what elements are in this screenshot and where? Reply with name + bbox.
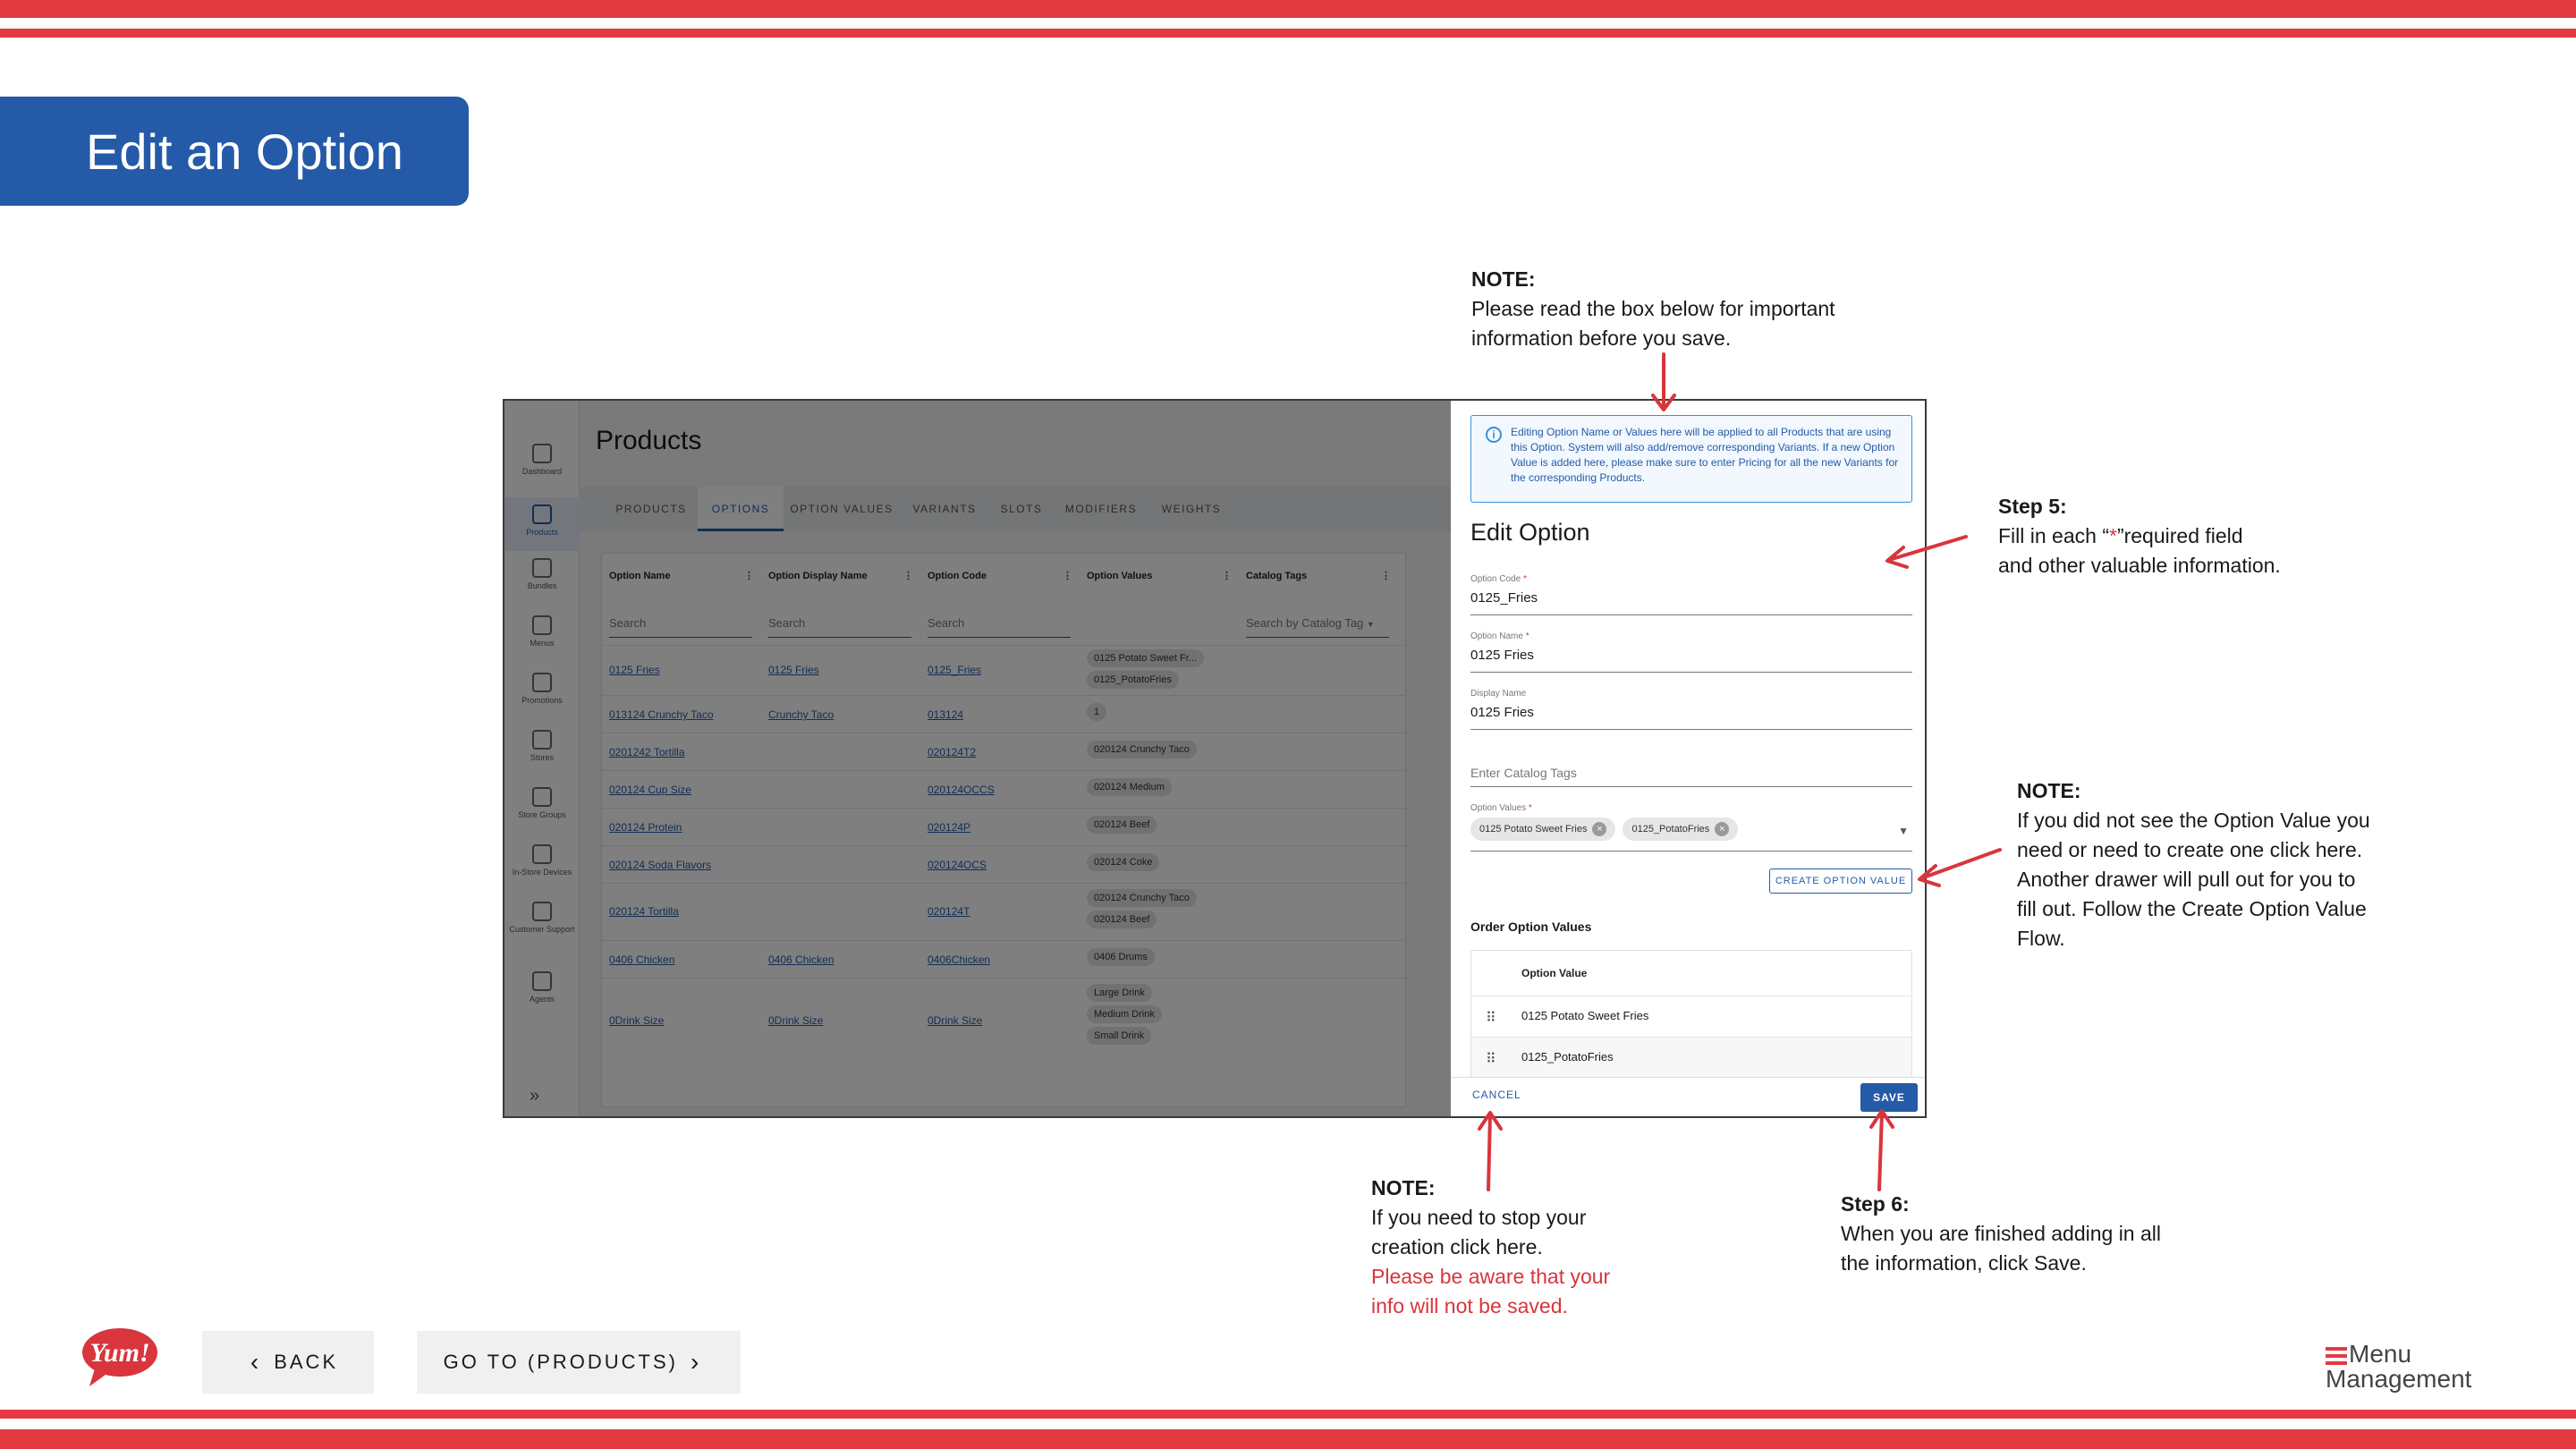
note-step5	[1998, 492, 2281, 580]
field-label	[1470, 574, 1527, 584]
note-text: ”required field	[2116, 524, 2243, 547]
edit-option-drawer	[1451, 401, 1927, 1116]
info-banner	[1470, 415, 1912, 503]
remove-chip-icon[interactable]: ×	[1715, 822, 1729, 836]
note-cancel	[1371, 1174, 1610, 1321]
top-stripe-2	[0, 29, 2576, 38]
arrow-to-create-option-value	[1919, 850, 2000, 886]
drag-handle-icon[interactable]: ⠿	[1486, 1052, 1495, 1067]
menu-management-logo	[2326, 1340, 2487, 1394]
field-value: 0125_Fries	[1470, 590, 1538, 606]
chip-label: 0125 Potato Sweet Fries	[1479, 824, 1588, 835]
order-row[interactable]	[1471, 1037, 1911, 1078]
brand-line-2: Management	[2326, 1365, 2472, 1393]
note-line: Another drawer will pull out for you to	[2017, 868, 2356, 891]
note-line: need or need to create one click here.	[2017, 838, 2363, 861]
dropdown-arrow-icon[interactable]: ▼	[1898, 825, 1909, 837]
info-text: Editing Option Name or Values here will be applied to all Products that are using this Option. System will also add/remove corresponding Variants. If a new Option Value is added here, please make sure to enter Pricing for all the new Variants for the corresponding Products.	[1511, 426, 1899, 484]
field-value: 0125 Fries	[1470, 648, 1534, 663]
note-line	[1998, 521, 2281, 551]
required-star: *	[2108, 524, 2117, 547]
order-row-label: 0125 Potato Sweet Fries	[1521, 1009, 1649, 1022]
note-heading: Step 6:	[1841, 1192, 1910, 1216]
required-star: *	[1528, 803, 1532, 813]
app-screenshot	[503, 399, 1927, 1118]
note-warning: info will not be saved.	[1371, 1294, 1568, 1318]
option-name-field[interactable]	[1470, 631, 1912, 673]
display-name-field[interactable]	[1470, 689, 1912, 730]
note-line: the information, click Save.	[1841, 1251, 2087, 1275]
note-line: and other valuable information.	[1998, 554, 2281, 577]
note-top	[1471, 265, 1835, 353]
required-star: *	[1525, 631, 1530, 641]
drawer-title: Edit Option	[1470, 519, 1590, 546]
cancel-button[interactable]: CANCEL	[1472, 1089, 1521, 1101]
option-code-field[interactable]	[1470, 574, 1912, 615]
chip-label: 0125_PotatoFries	[1631, 824, 1710, 835]
note-option-value	[2017, 776, 2370, 953]
info-icon: i	[1486, 427, 1502, 443]
brand-line-1: Menu	[2349, 1340, 2412, 1368]
label-text: Option Code	[1470, 574, 1521, 584]
slide-title: Edit an Option	[0, 97, 469, 206]
create-option-value-button[interactable]: CREATE OPTION VALUE	[1769, 869, 1912, 894]
go-to-products-button[interactable]	[417, 1331, 741, 1394]
note-text: Fill in each “	[1998, 524, 2109, 547]
option-values-select[interactable]	[1470, 803, 1912, 852]
goto-label: GO TO (PRODUCTS)	[443, 1351, 678, 1373]
field-label	[1470, 803, 1532, 813]
field-value: 0125 Fries	[1470, 705, 1534, 720]
save-button[interactable]: SAVE	[1860, 1083, 1918, 1112]
note-line: If you need to stop your	[1371, 1206, 1587, 1229]
field-placeholder: Enter Catalog Tags	[1470, 766, 1577, 780]
label-text: Option Values	[1470, 803, 1527, 813]
note-line: Please read the box below for important	[1471, 297, 1835, 320]
back-label: BACK	[274, 1351, 339, 1373]
note-line: information before you save.	[1471, 326, 1732, 350]
order-option-values-title: Order Option Values	[1470, 919, 1592, 934]
note-heading: NOTE:	[2017, 779, 2081, 802]
top-stripe-1	[0, 0, 2576, 18]
bottom-stripe-1	[0, 1410, 2576, 1419]
order-table-header: Option Value	[1521, 967, 1588, 979]
drawer-footer	[1451, 1077, 1927, 1116]
drag-handle-icon[interactable]: ⠿	[1486, 1011, 1495, 1026]
arrow-to-save	[1871, 1111, 1893, 1190]
order-row[interactable]	[1471, 996, 1911, 1037]
chevron-right-icon: ›	[690, 1348, 702, 1376]
remove-chip-icon[interactable]: ×	[1592, 822, 1606, 836]
chevron-left-icon: ‹	[250, 1348, 262, 1376]
bottom-stripe-2	[0, 1429, 2576, 1449]
required-star: *	[1522, 574, 1527, 584]
field-label: Display Name	[1470, 689, 1527, 699]
order-row-label: 0125_PotatoFries	[1521, 1050, 1614, 1063]
back-button[interactable]	[202, 1331, 374, 1394]
note-line: fill out. Follow the Create Option Value	[2017, 897, 2367, 920]
field-label	[1470, 631, 1530, 641]
catalog-tags-input[interactable]	[1470, 746, 1912, 787]
modal-backdrop[interactable]	[504, 401, 1451, 1116]
option-value-chip	[1623, 818, 1738, 841]
yum-logo	[79, 1326, 165, 1388]
note-step6	[1841, 1190, 2161, 1278]
order-option-values-table	[1470, 950, 1912, 1084]
option-value-chip	[1470, 818, 1615, 841]
note-line: When you are finished adding in all	[1841, 1222, 2162, 1245]
label-text: Option Name	[1470, 631, 1523, 641]
yum-logo-text: Yum!	[89, 1338, 150, 1368]
note-heading: NOTE:	[1471, 267, 1536, 291]
note-heading: Step 5:	[1998, 495, 2067, 518]
note-line: If you did not see the Option Value you	[2017, 809, 2370, 832]
note-heading: NOTE:	[1371, 1176, 1436, 1199]
note-warning: Please be aware that your	[1371, 1265, 1611, 1288]
note-line: creation click here.	[1371, 1235, 1543, 1258]
note-line: Flow.	[2017, 927, 2065, 950]
